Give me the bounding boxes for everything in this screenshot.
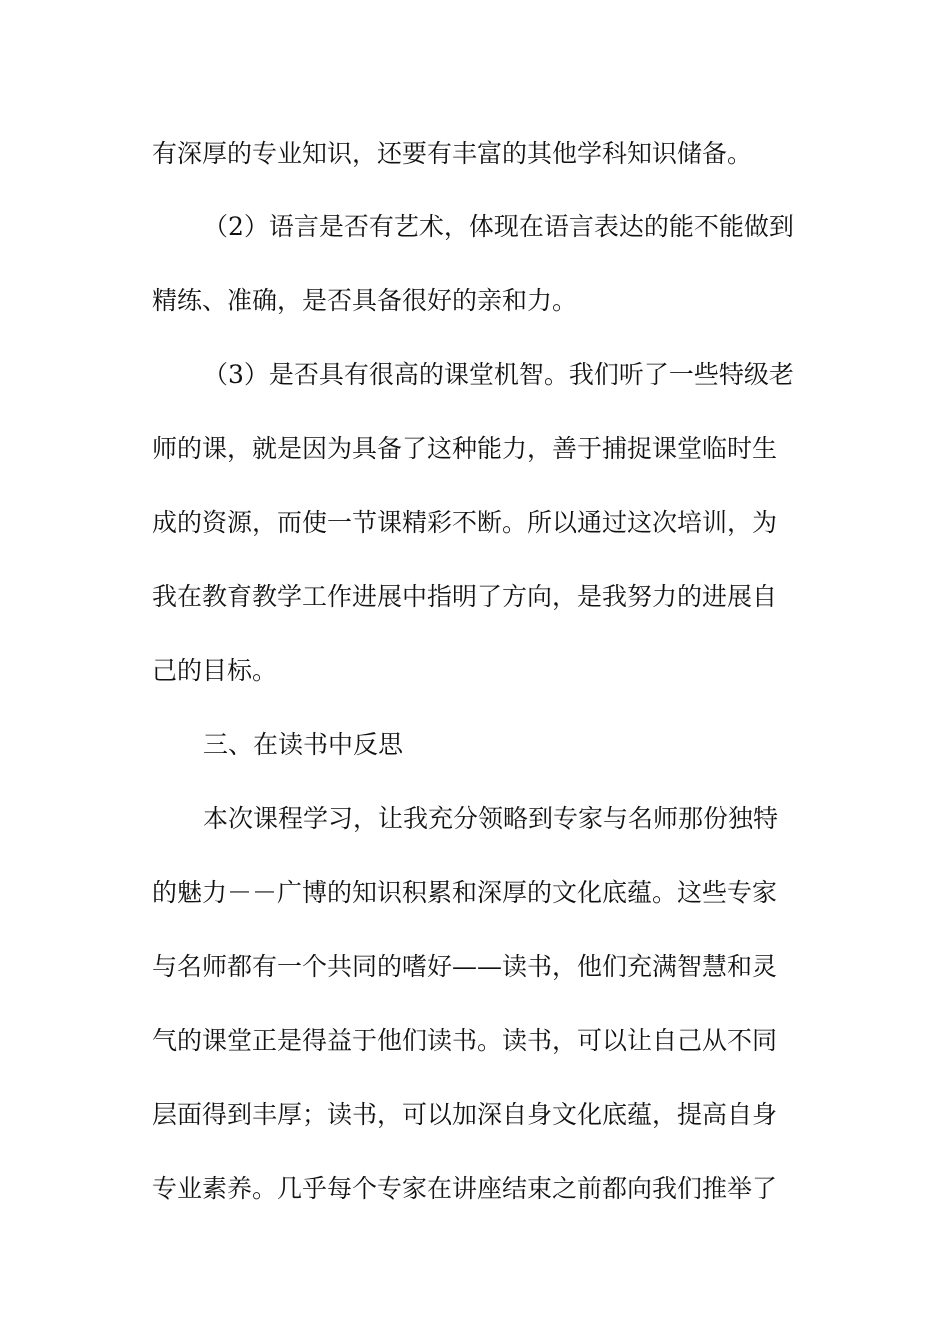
text-line-7: 我在教育教学工作进展中指明了方向，是我努力的进展自	[152, 582, 778, 611]
text-line-2: （2）语言是否有艺术，体现在语言表达的能不能做到	[203, 212, 794, 241]
text-line-12: 与名师都有一个共同的嗜好——读书，他们充满智慧和灵	[152, 952, 778, 981]
text-line-8: 己的目标。	[152, 656, 278, 685]
text-line-5: 师的课，就是因为具备了这种能力，善于捕捉课堂临时生	[152, 434, 778, 463]
text-line-13: 气的课堂正是得益于他们读书。读书，可以让自己从不同	[152, 1026, 778, 1055]
text-line-10: 本次课程学习，让我充分领略到专家与名师那份独特	[203, 804, 779, 833]
text-line-3: 精练、准确，是否具备很好的亲和力。	[152, 286, 578, 315]
text-line-4: （3）是否具有很高的课堂机智。我们听了一些特级老	[203, 360, 794, 389]
text-line-14: 层面得到丰厚；读书，可以加深自身文化底蕴，提高自身	[152, 1100, 778, 1129]
text-line-15: 专业素养。几乎每个专家在讲座结束之前都向我们推举了	[152, 1174, 778, 1203]
text-line-6: 成的资源，而使一节课精彩不断。所以通过这次培训，为	[152, 508, 778, 537]
text-line-1: 有深厚的专业知识，还要有丰富的其他学科知识储备。	[152, 139, 753, 168]
section-heading: 三、在读书中反思	[203, 730, 404, 759]
text-line-11: 的魅力－－广博的知识积累和深厚的文化底蕴。这些专家	[152, 878, 778, 907]
